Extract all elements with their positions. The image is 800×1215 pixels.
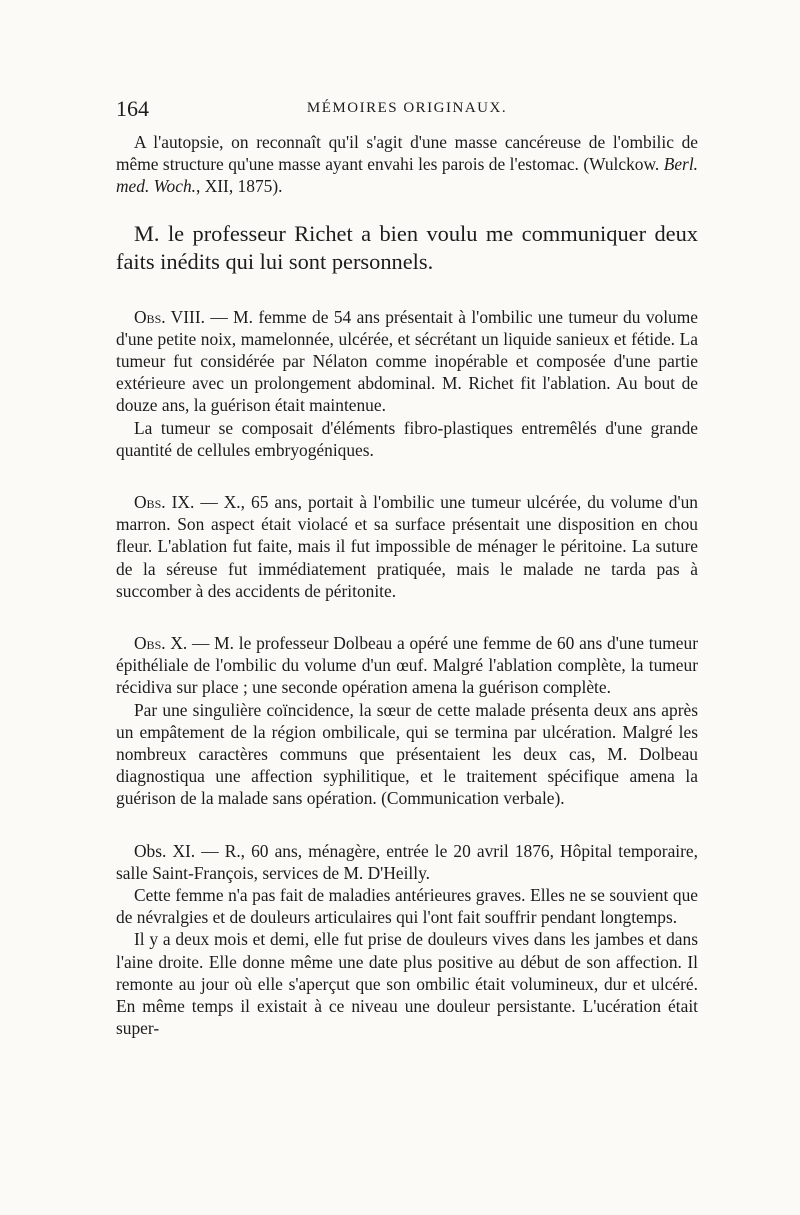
observation-viii [116, 306, 698, 417]
paragraph-text: A l'autopsie, on reconnaît qu'il s'agit d'une masse cancéreuse de l'ombilic de même structure qu'une masse ayant envahi les parois de l'estomac. (Wulckow. [116, 132, 698, 175]
observation-text: — R., 60 ans, ménagère, entrée le 20 avril 1876, Hôpital temporaire, salle Saint-François, services de M. D'Heilly. [116, 840, 698, 883]
observation-xi-continued-1: Cette femme n'a pas fait de maladies antérieures graves. Elles ne se souvient que de névralgies et de douleurs articulaires qui l'ont fait souffrir pendant longtemps. [116, 885, 698, 928]
paragraph-text: , XII, 1875). [196, 176, 283, 197]
observation-xi [116, 840, 698, 884]
observation-viii-continued: La tumeur se composait d'éléments fibro-plastiques entremêlés d'une grande quantité de cellules embryogéniques. [116, 417, 698, 460]
running-title: MÉMOIRES ORIGINAUX. [306, 100, 508, 116]
observation-text: — M. femme de 54 ans présentait à l'ombilic une tumeur du volume d'une petite noix, mamelonnée, ulcérée, et sécrétant un liquide sanieux et fétide. La tumeur fut considérée par Nélaton comme inopérable et composée d'une partie extérieure avec un prolongement abdominal. M. Richet fit l'ablation. Au bout de douze ans, la guérison était maintenue. [116, 306, 698, 416]
page-number: 164 [116, 96, 149, 121]
observation-text: — M. le professeur Dolbeau a opéré une femme de 60 ans d'une tumeur épithéliale de l'ombilic du volume d'un œuf. Malgré l'ablation complète, la tumeur récidiva sur place ; une seconde opération amena la guérison complète. [116, 633, 698, 698]
observation-label: Obs. XI. [134, 840, 196, 861]
observation-label: Obs. X. [134, 633, 188, 654]
observation-label: Obs. VIII. [134, 306, 205, 327]
observation-x-continued: Par une singulière coïncidence, la sœur de cette malade présenta deux ans après un empâtement de la région ombilicale, qui se termina par ulcération. Malgré les nombreux caractères communs que présentaient les deux cas, M. Dolbeau diagnostiqua une affection syphilitique, et le traitement spécifique amena la guérison de la malade sans opération. (Communication verbale). [116, 699, 698, 809]
paragraph-richet-intro: M. le professeur Richet a bien voulu me communiquer deux faits inédits qui lui sont personnels. [116, 220, 698, 274]
observation-xi-continued-2: Il y a deux mois et demi, elle fut prise de douleurs vives dans les jambes et dans l'aine droite. Elle donne même une date plus positive au début de son affection. Il remonte au jour où elle s'aperçut que son ombilic était volumineux, dur et ulcéré. En même temps il existait à ce niveau une douleur persistante. L'ucération était super- [116, 929, 698, 1039]
text-body [116, 131, 698, 1040]
page-header [116, 96, 698, 124]
observation-ix [116, 491, 698, 602]
observation-x [116, 632, 698, 699]
paragraph-autopsy [116, 131, 698, 198]
observation-text: — X., 65 ans, portait à l'ombilic une tumeur ulcérée, du volume d'un marron. Son aspect était violacé et sa surface présentait une disposition en chou fleur. L'ablation fut faite, mais il fut impossible de ménager le péritoine. La suture de la séreuse fut immédiatement pratiquée, mais le malade ne tarda pas à succomber à des accidents de péritonite. [116, 492, 698, 601]
observation-label: Obs. IX. [134, 492, 195, 513]
citation-journal: Berl. med. Woch. [116, 154, 698, 197]
